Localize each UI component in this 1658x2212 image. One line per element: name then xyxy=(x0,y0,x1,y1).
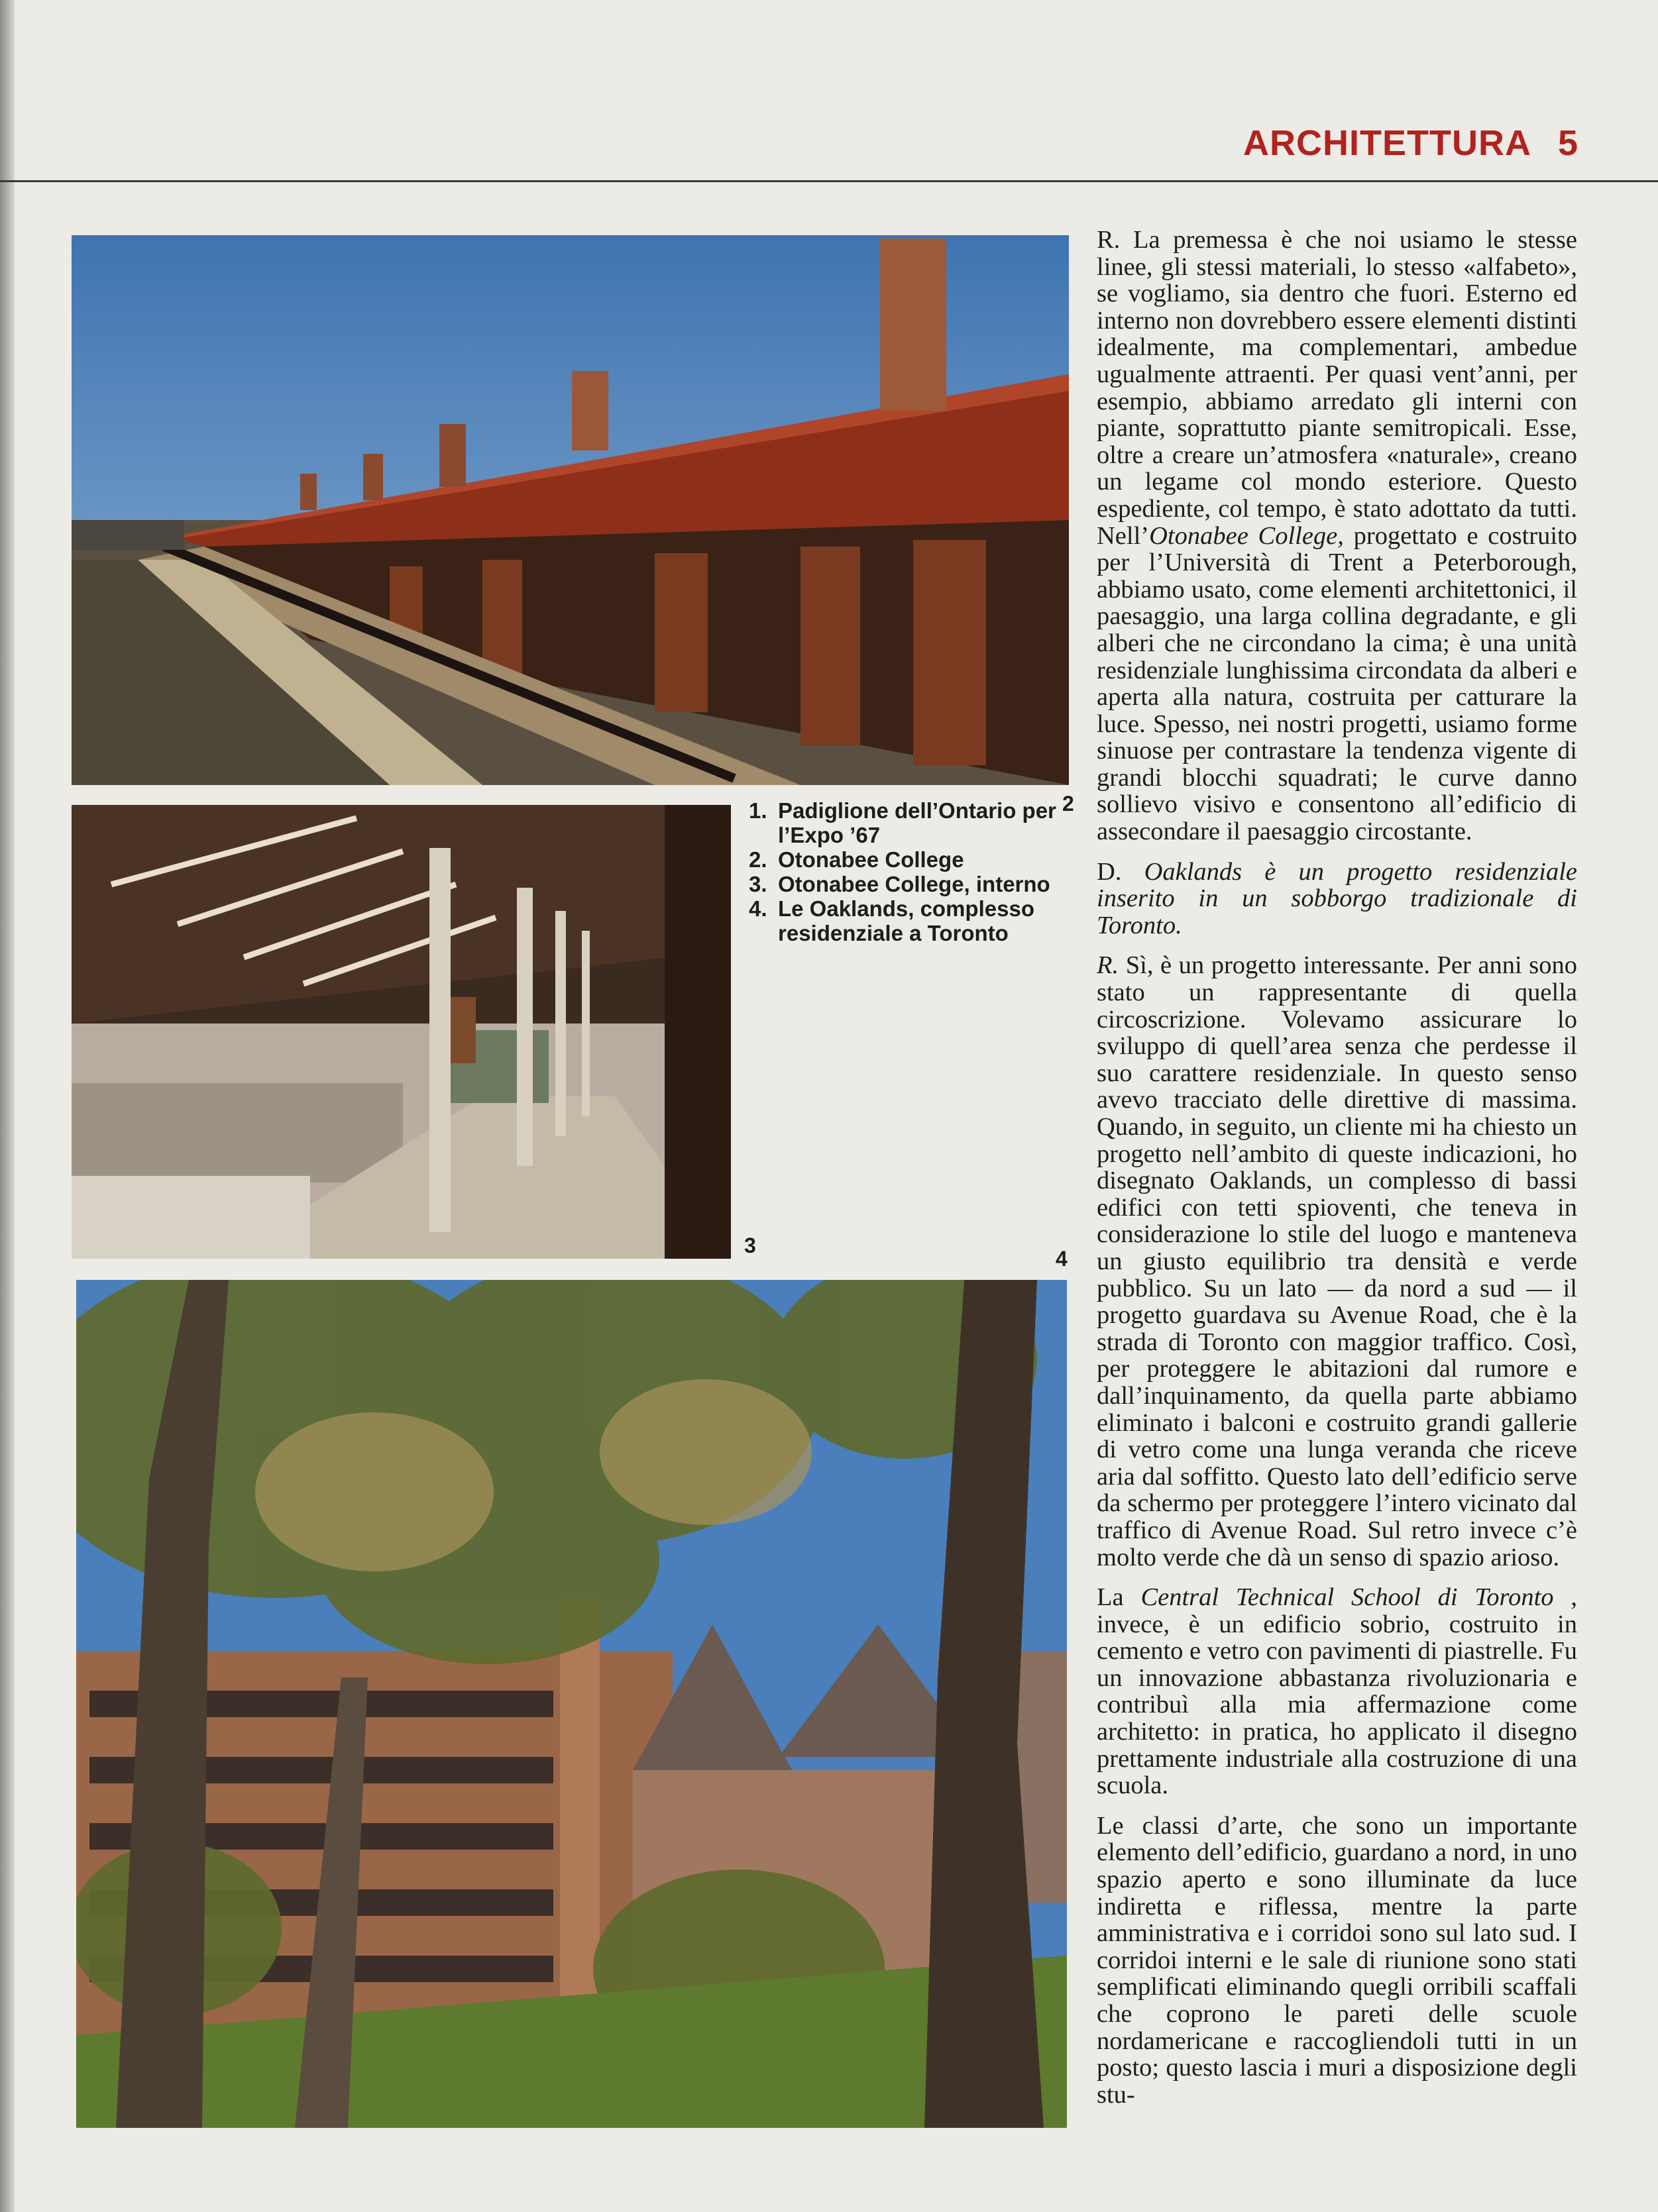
section-title: ARCHITETTURA xyxy=(1243,123,1531,163)
caption-text: Otonabee College xyxy=(778,847,964,872)
running-header xyxy=(1243,123,1578,164)
page-number: 5 xyxy=(1557,123,1578,163)
caption-text: Otonabee College, interno xyxy=(778,872,1050,896)
photo-oaklands xyxy=(76,1280,1067,2128)
caption-text: Padiglione dell’Ontario per l’Expo ’67 xyxy=(778,798,1056,847)
header-rule xyxy=(0,180,1658,182)
article-paragraph xyxy=(1097,1584,1577,1799)
article-question xyxy=(1097,859,1577,939)
caption-item xyxy=(749,798,1060,847)
italic-title: Central Technical School di Toronto xyxy=(1140,1583,1554,1612)
figure-number-4: 4 xyxy=(1056,1247,1068,1271)
paragraph-text: progettato e costruito per l’Università di Trent a Peterborough, abbiamo usato, come elementi architettonici, il paesaggio, una larga collina degradante, e gli alberi che ne circondano la cima; è una unità residenziale lunghissima circondata da alberi e aperta alla natura, costruita per catturare la luce. Spesso, nei nostri progetti, usiamo forme sinuose per contrastare la tendenza vigente di grandi blocchi squadrati; le curve danno sollievo visivo e consentono all’edificio di assecondare il paesaggio circostante. xyxy=(1097,521,1577,846)
article-text xyxy=(1097,227,1577,2121)
caption-text: Le Oaklands, complesso residenziale a Toronto xyxy=(778,896,1034,945)
paragraph-text: , invece, è un edificio sobrio, costruito in cemento e vetro con pavimenti di piastrelle. Fu un innovazione abbastanza rivoluzionaria e contribuì alla mia affermazione come architetto: in pratica, ho applicato il disegno prettamente industriale alla costruzione di una scuola. xyxy=(1097,1583,1577,1800)
photo-otonabee-exterior xyxy=(72,235,1069,785)
article-paragraph: Le classi d’arte, che sono un importante elemento dell’edificio, guardano a nord, in uno spazio aperto e sono illuminate da luce indiretta e riflessa, mentre la parte amministrativa e i corridoi sono sul lato sud. I corridoi interni e le sale di riunione sono stati semplificati eliminando quegli orribili scaffali che coprono le pareti delle scuole nordamericane e raccogliendoli tutti in un posto; questo lascia i muri a disposizione degli stu- xyxy=(1097,1811,1577,2109)
figure-number-3: 3 xyxy=(744,1234,756,1257)
italic-title: Otonabee College, xyxy=(1149,521,1344,550)
paragraph-text: Sì, è un progetto interessante. Per anni sono stato un rappresentante di quella circoscrizione. Volevamo assicurare lo sviluppo di quell’area senza che perdesse il suo carattere residenziale. In questo senso avevo tracciato delle direttive di massima. Quando, in seguito, un cliente mi ha chiesto un progetto nell’ambito di queste indicazioni, ho disegnato Oaklands, un complesso di bassi edifici con tetti spioventi, che teneva in considerazione lo stile del luogo e manteneva un giusto equilibrio tra densità e verde pubblico. Su un lato — da nord a sud — il progetto guardava su Avenue Road, che è la strada di Toronto con maggior traffico. Così, per proteggere le abitazioni dal rumore e dall’inquinamento, da quella parte abbiamo eliminato i balconi e costruito grandi gallerie di vetro come una lunga veranda che riceve aria dal soffitto. Questo lato dell’edificio serve da schermo per proteggere l’intero vicinato dal traffico di Avenue Road. Sul retro invece c’è molto verde che dà un senso di spazio arioso. xyxy=(1097,951,1577,1571)
page-binding-edge xyxy=(0,0,15,2212)
question-text: Oaklands è un progetto residenziale inserito in un sobborgo tradizionale di Toronto. xyxy=(1097,857,1577,939)
question-marker: D. xyxy=(1097,857,1144,886)
caption-list xyxy=(749,798,1060,945)
paragraph-text: La xyxy=(1097,1583,1141,1612)
figure-number-2: 2 xyxy=(1062,792,1074,816)
caption-number: 3. xyxy=(749,872,767,896)
caption-item xyxy=(749,872,1060,896)
photo-otonabee-interior xyxy=(72,805,731,1259)
article-paragraph xyxy=(1097,952,1577,1571)
paragraph-text: R. La premessa è che noi usiamo le stesse linee, gli stessi materiali, lo stesso «alfabeto», se vogliamo, sia dentro che fuori. Esterno ed interno non dovrebbero essere elementi distinti idealmente, ma complementari, ambedue ugualmente attraenti. Per quasi vent’anni, per esempio, abbiamo arredato gli interni con piante, soprattutto piante semitropicali. Esse, oltre a creare un’atmosfera «naturale», creano un legame col mondo esteriore. Questo espediente, col tempo, è stato adottato da tutti. Nell’ xyxy=(1097,226,1577,550)
caption-number: 1. xyxy=(749,798,767,823)
answer-marker: R. xyxy=(1097,951,1119,980)
caption-number: 2. xyxy=(749,847,767,872)
caption-item xyxy=(749,896,1060,945)
caption-number: 4. xyxy=(749,896,767,921)
article-paragraph xyxy=(1097,227,1577,845)
caption-item xyxy=(749,847,1060,872)
